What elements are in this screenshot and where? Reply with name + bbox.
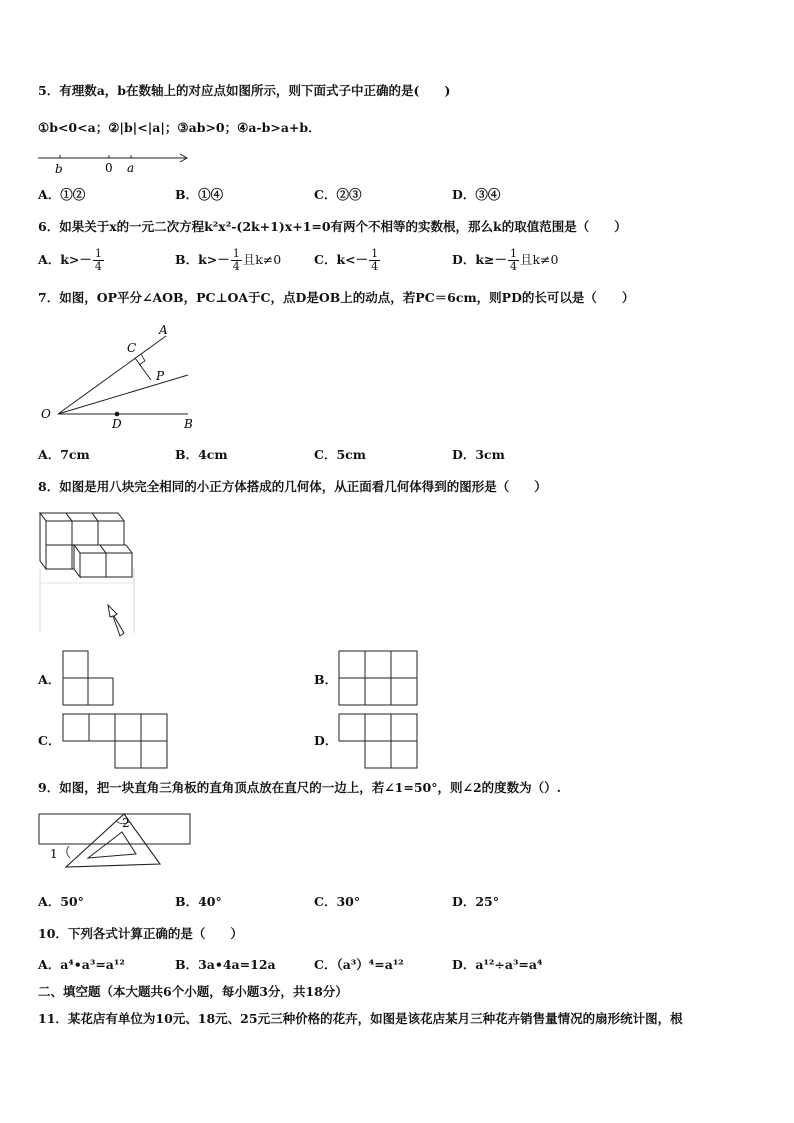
q7-option-a[interactable]: A．7cm	[38, 447, 90, 462]
q8-option-c-label[interactable]: C．	[38, 733, 61, 748]
q6-option-b[interactable]: B．k>－ $\frac{1}{4}$ 且k≠0	[175, 247, 282, 273]
q10-option-c[interactable]: C．（a³）⁴=a¹²	[314, 957, 404, 972]
q6-option-a[interactable]	[38, 248, 105, 273]
q9-ruler-triangle-figure	[38, 812, 198, 874]
q5-option-c[interactable]: C．②③	[314, 187, 362, 202]
q5-option-a[interactable]: A．①②	[38, 187, 86, 202]
viewing-arrow-icon	[108, 605, 124, 636]
q9-option-a[interactable]: A．50°	[38, 894, 84, 909]
q10-option-b[interactable]: B．3a•4a=12a	[175, 957, 276, 972]
angle-2-label: 2	[122, 816, 130, 830]
q10-stem: 10．下列各式计算正确的是（ ）	[38, 926, 243, 941]
axis-label-b: b	[55, 162, 63, 176]
q7-option-d[interactable]: D．3cm	[452, 447, 505, 462]
q6-option-a-label: A．k>－	[38, 252, 92, 267]
q7-option-b[interactable]: B．4cm	[175, 447, 228, 462]
q11-stem: 11．某花店有单位为10元、18元、25元三种价格的花卉，如图是该花店某月三种花卉销售量情况的扇形统计图，根	[38, 1011, 683, 1026]
q6-option-d-fraction: $\frac{1}{4}$	[509, 247, 517, 273]
q8-cube-solid-figure	[38, 508, 148, 643]
angle-1-label: 1	[50, 847, 58, 861]
q5-stem: 5．有理数a，b在数轴上的对应点如图所示，则下面式子中正确的是( )	[38, 83, 451, 98]
q10-option-a[interactable]: A．a⁴•a³=a¹²	[38, 957, 125, 972]
ruler	[39, 814, 190, 844]
label-D: D	[112, 417, 122, 431]
q8-option-b-figure[interactable]	[338, 650, 420, 706]
q5-statements: ①b<0<a；②|b|<|a|；③ab>0；④a-b>a+b．	[38, 120, 321, 135]
q6-option-b-fraction: $\frac{1}{4}$	[232, 247, 240, 273]
q5-number-line	[38, 150, 198, 178]
q5-option-b[interactable]: B．①④	[175, 187, 224, 202]
label-O: O	[41, 407, 51, 421]
q8-option-a-label[interactable]: A．	[38, 672, 61, 687]
q5-option-d[interactable]: D．③④	[452, 187, 501, 202]
q9-option-d[interactable]: D．25°	[452, 894, 499, 909]
label-P: P	[156, 369, 165, 383]
q6-option-d-label: D．k≥－	[452, 252, 507, 267]
q8-option-d-label[interactable]: D．	[314, 733, 338, 748]
axis-label-a: a	[127, 161, 135, 175]
q9-option-b[interactable]: B．40°	[175, 894, 222, 909]
label-B: B	[184, 417, 193, 431]
q9-option-c[interactable]: C．30°	[314, 894, 361, 909]
q10-option-d[interactable]: D．a¹²÷a³=a⁴	[452, 957, 543, 972]
q6-option-c[interactable]	[314, 248, 381, 273]
q6-option-b-label: B．k>－	[175, 252, 230, 267]
section-heading-fill-in: 二、填空题（本大题共6个小题，每小题3分，共18分）	[38, 984, 348, 999]
q6-stem: 6．如果关于x的一元二次方程k²x²-(2k+1)x+1=0有两个不相等的实数根，那么k的取值范围是（ ）	[38, 219, 627, 234]
q9-stem: 9．如图，把一块直角三角板的直角顶点放在直尺的一边上，若∠1=50°，则∠2的度数为（）.	[38, 780, 562, 795]
q8-option-c-figure[interactable]	[62, 713, 170, 769]
q7-stem: 7．如图，OP平分∠AOB，PC⊥OA于C，点D是OB上的动点，若PC＝6cm，则PD的长可以是（ ）	[38, 290, 635, 305]
label-C: C	[127, 341, 137, 355]
q6-option-d[interactable]: D．k≥－ $\frac{1}{4}$ 且k≠0	[452, 247, 559, 273]
q8-option-a-figure[interactable]	[62, 650, 118, 706]
q6-option-c-fraction: $\frac{1}{4}$	[371, 247, 379, 273]
axis-label-0: 0	[105, 161, 113, 175]
q8-option-d-figure[interactable]	[338, 713, 420, 769]
q7-angle-figure	[38, 320, 208, 435]
label-A: A	[159, 323, 168, 337]
q6-option-c-label: C．k<－	[314, 252, 369, 267]
q7-option-c[interactable]: C．5cm	[314, 447, 366, 462]
q8-stem: 8．如图是用八块完全相同的小正方体搭成的几何体，从正面看几何体得到的图形是（ ）	[38, 479, 547, 494]
q6-option-a-fraction: $\frac{1}{4}$	[94, 247, 102, 273]
q8-option-b-label[interactable]: B．	[314, 672, 338, 687]
